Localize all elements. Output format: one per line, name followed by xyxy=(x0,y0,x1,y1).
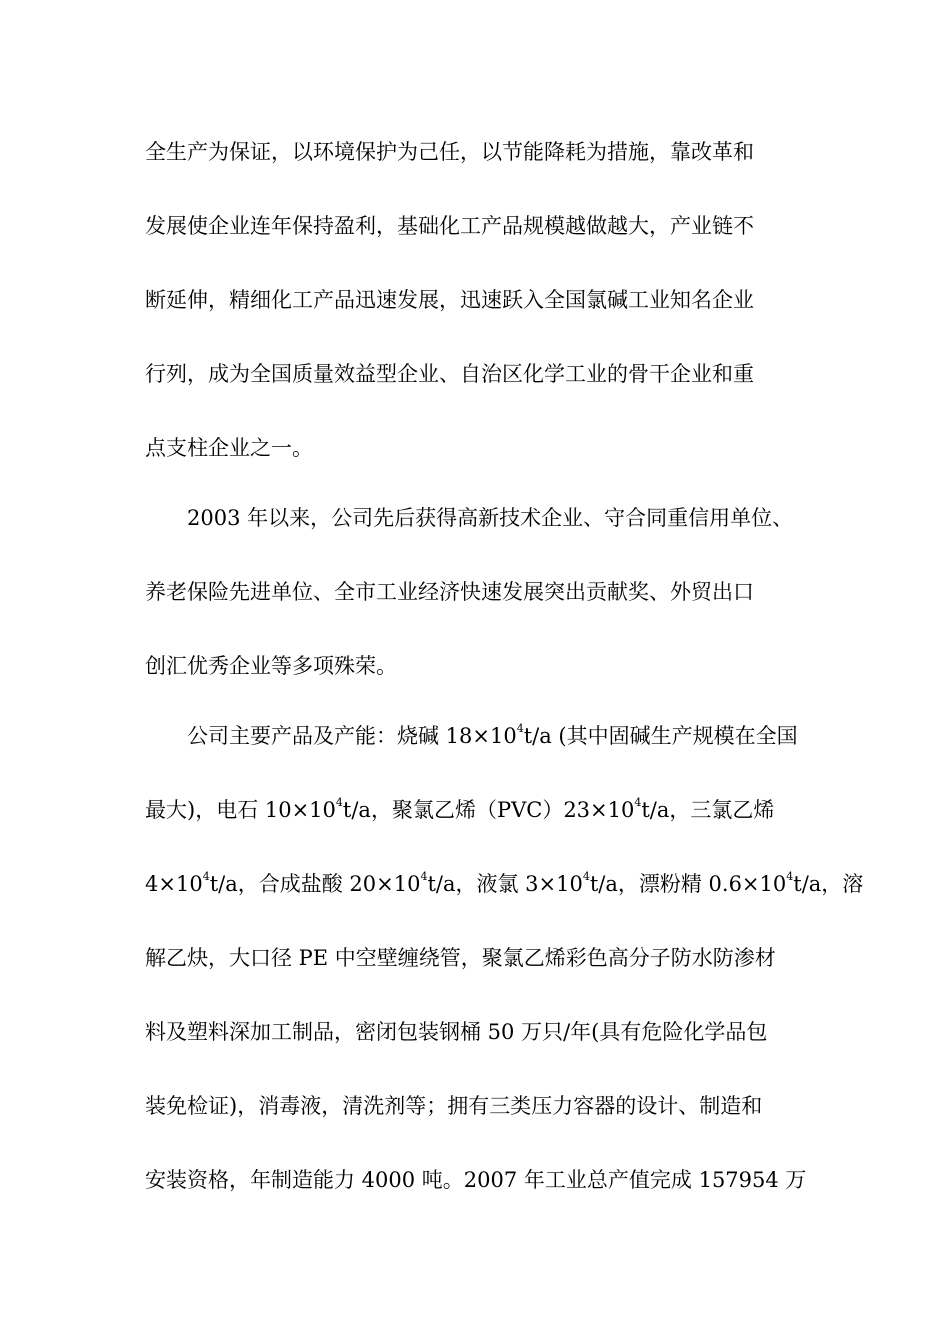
p3-l3-a: 4×10 xyxy=(145,872,203,896)
p3-l3-d: t/a，漂粉精 0.6×10 xyxy=(589,872,787,896)
p3-l3-sup3: 4 xyxy=(582,870,590,883)
p3-l2-sup1: 4 xyxy=(335,796,343,809)
paragraph-3-line-5: 料及塑料深加工制品，密闭包装钢桶 50 万只/年(具有危险化学品包 xyxy=(145,1020,768,1044)
p3-l1-sup: 4 xyxy=(516,722,524,735)
p3-l3-sup4: 4 xyxy=(786,870,794,883)
paragraph-1-line-4: 行列，成为全国质量效益型企业、自治区化学工业的骨干企业和重 xyxy=(145,362,754,386)
paragraph-2-line-2: 养老保险先进单位、全市工业经济快速发展突出贡献奖、外贸出口 xyxy=(145,580,754,604)
p3-l2-a: 最大)，电石 10×10 xyxy=(145,798,336,822)
p3-l3-sup1: 4 xyxy=(202,870,210,883)
p3-l1-text: 公司主要产品及产能：烧碱 18×10 xyxy=(187,724,517,748)
p3-l3-sup2: 4 xyxy=(420,870,428,883)
p3-l3-b: t/a，合成盐酸 20×10 xyxy=(209,872,421,896)
paragraph-1-line-2: 发展使企业连年保持盈利，基础化工产品规模越做越大，产业链不 xyxy=(145,214,754,238)
paragraph-1-line-3: 断延伸，精细化工产品迅速发展，迅速跃入全国氯碱工业知名企业 xyxy=(145,288,754,312)
p3-l3-c: t/a，液氯 3×10 xyxy=(427,872,583,896)
paragraph-3-line-1 xyxy=(187,722,810,750)
paragraph-2-line-1: 2003 年以来，公司先后获得高新技术企业、守合同重信用单位、 xyxy=(187,506,794,530)
p3-l1-tail: t/a (其中固碱生产规模在全国 xyxy=(523,724,798,748)
p3-l2-sup2: 4 xyxy=(634,796,642,809)
paragraph-3-line-6: 装免检证)，消毒液，清洗剂等；拥有三类压力容器的设计、制造和 xyxy=(145,1094,763,1118)
paragraph-3-line-4: 解乙炔，大口径 PE 中空壁缠绕管，聚氯乙烯彩色高分子防水防渗材 xyxy=(145,946,776,970)
paragraph-2-line-3: 创汇优秀企业等多项殊荣。 xyxy=(145,654,397,678)
paragraph-3-line-2 xyxy=(145,796,810,824)
p3-l2-b: t/a，聚氯乙烯（PVC）23×10 xyxy=(342,798,635,822)
paragraph-3-line-7: 安装资格，年制造能力 4000 吨。2007 年工业总产值完成 157954 万 xyxy=(145,1168,807,1192)
p3-l3-e: t/a，溶 xyxy=(793,872,864,896)
paragraph-1-line-5: 点支柱企业之一。 xyxy=(145,436,313,460)
p3-l2-c: t/a，三氯乙烯 xyxy=(641,798,775,822)
paragraph-1-line-1: 全生产为保证，以环境保护为己任，以节能降耗为措施，靠改革和 xyxy=(145,140,754,164)
paragraph-3-line-3 xyxy=(145,870,864,898)
